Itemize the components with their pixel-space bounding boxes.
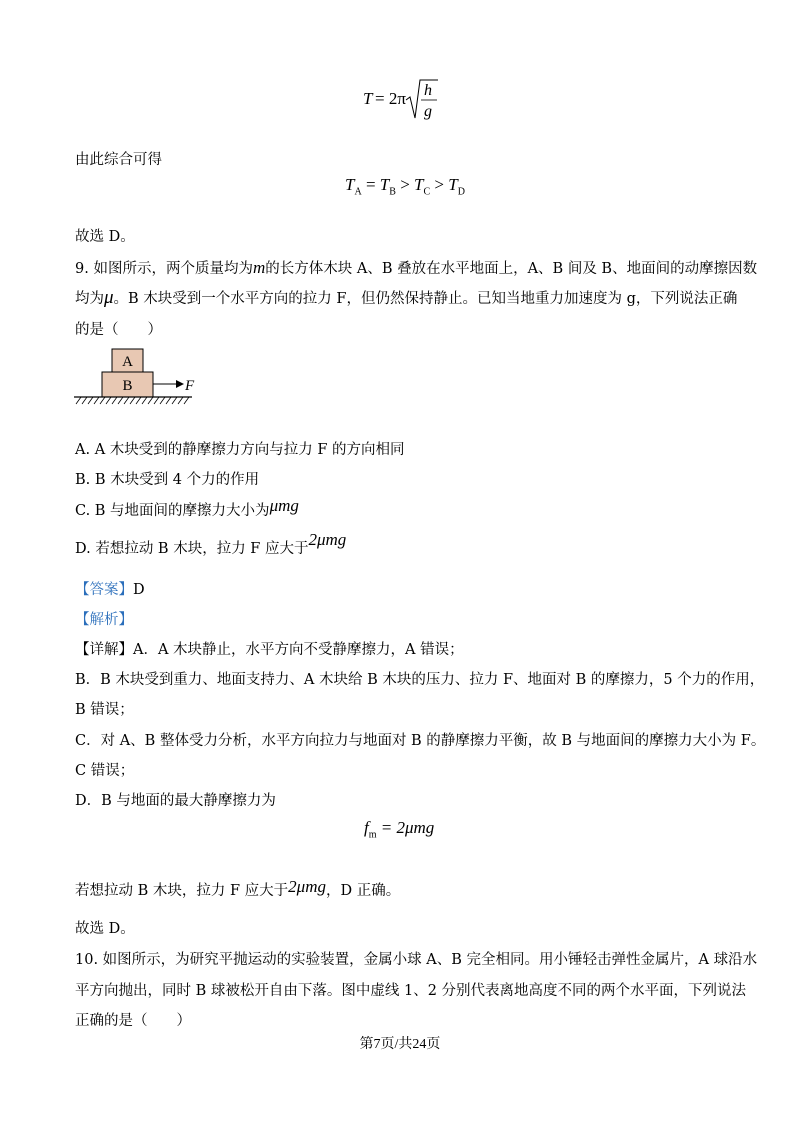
formula-period-t: T	[363, 89, 373, 108]
page-footer: 第7页/共24页	[359, 1037, 441, 1052]
q9-option-c: C. B 与地面间的摩擦力大小为μmg	[75, 496, 299, 519]
q9-figure	[72, 346, 202, 408]
q9-option-a: A. A 木块受到的静摩擦力方向与拉力 F 的方向相同	[75, 442, 405, 458]
q9-detail-6: D．B 与地面的最大静摩擦力为	[75, 793, 276, 809]
q10-line2: 平方向抛出，同时 B 球被松开自由下落。图中虚线 1、2 分别代表离地高度不同的两个水平面，下列说法	[75, 983, 747, 999]
q9-line1: 9. 如图所示，两个质量均为m的长方体木块 A、B 叠放在水平地面上，A、B 间及 B、地面间的动摩擦因数	[75, 258, 758, 277]
formula-period-num: h	[424, 82, 432, 99]
q9-detail-2: B．B 木块受到重力、地面支持力、A 木块给 B 木块的压力、拉力 F、地面对 B 的摩擦力，5 个力的作用，	[75, 672, 765, 688]
q10-line1: 10. 如图所示，为研究平抛运动的实验装置，金属小球 A、B 完全相同。用小锤轻击弹性金属片，A 球沿水	[75, 952, 758, 968]
q9-choose: 故选 D。	[75, 921, 135, 937]
q9-detail-3: B 错误；	[75, 702, 134, 718]
answer-tag: 【答案】	[75, 582, 133, 598]
force-arrow-head	[176, 380, 184, 388]
q9-analysis-tag: 【解析】	[75, 612, 133, 628]
formula-period-den: g	[424, 103, 432, 120]
formula-period-eq: = 2π	[375, 89, 406, 108]
force-label: F	[185, 378, 195, 394]
q9-option-b: B. B 木块受到 4 个力的作用	[75, 472, 260, 488]
q9-option-d: D. 若想拉动 B 木块，拉力 F 应大于2μmg	[75, 530, 347, 557]
q9-detail-5: C 错误；	[75, 763, 135, 779]
block-b-label: B	[122, 378, 133, 394]
sqrt-sign	[406, 80, 438, 118]
q9-answer: 【答案】D	[75, 582, 145, 598]
q9-line3: 的是（ ）	[75, 322, 162, 338]
formula-compare: $T_A = T_B > T_C > T_D$	[345, 175, 465, 198]
formula-period-svg	[363, 78, 443, 124]
formula-period	[363, 78, 443, 122]
q9-detail-7: 若想拉动 B 木块，拉力 F 应大于2μmg，D 正确。	[75, 877, 401, 899]
text-conclude: 由此综合可得	[75, 152, 162, 168]
formula-fm: $f_m = 2\mu mg$	[364, 818, 435, 841]
q10-line3: 正确的是（ ）	[75, 1013, 191, 1029]
q9-line2: 均为μ。B 木块受到一个水平方向的拉力 F，但仍然保持静止。已知当地重力加速度为 g，下列说法正确	[75, 287, 738, 308]
ground-hatch	[76, 397, 189, 404]
q9-detail-4: C．对 A、B 整体受力分析，水平方向拉力与地面对 B 的静摩擦力平衡，故 B 与地面间的摩擦力大小为 F。	[75, 733, 766, 749]
q9-detail-1: 【详解】A．A 木块静止，水平方向不受静摩擦力，A 错误；	[75, 642, 464, 658]
block-a-label: A	[122, 354, 133, 370]
text-choose-d: 故选 D。	[75, 229, 135, 245]
